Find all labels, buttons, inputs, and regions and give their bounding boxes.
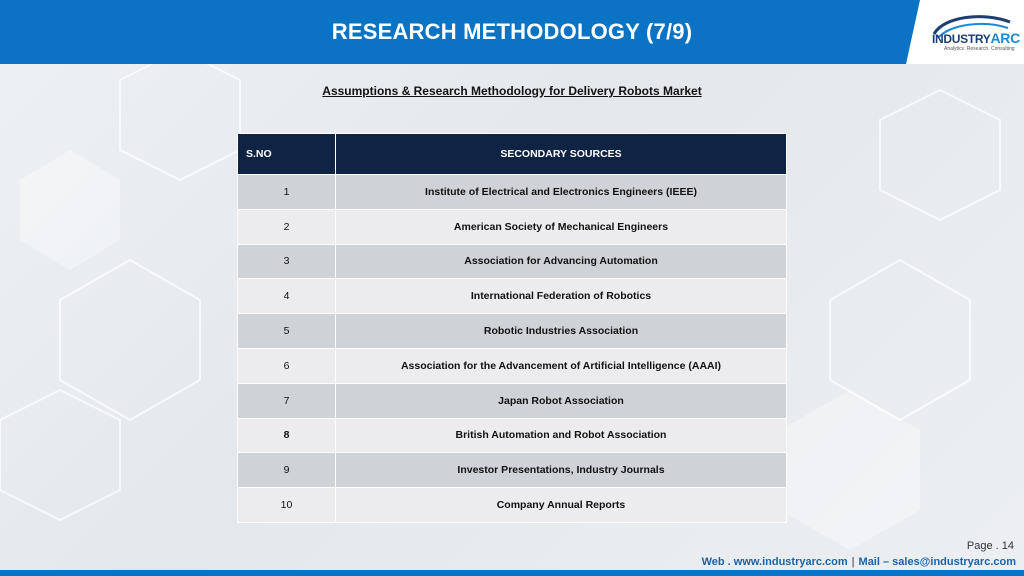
- row-number: 10: [238, 488, 336, 523]
- source-name: Institute of Electrical and Electronics Engineers (IEEE): [336, 175, 787, 210]
- row-number: 2: [238, 209, 336, 244]
- source-name: Company Annual Reports: [336, 488, 787, 523]
- row-number: 9: [238, 453, 336, 488]
- row-number: 6: [238, 348, 336, 383]
- footer-mail-link[interactable]: Mail – sales@industryarc.com: [858, 556, 1016, 568]
- row-number: 7: [238, 383, 336, 418]
- row-number: 8: [238, 418, 336, 453]
- footer-contact: [702, 556, 1016, 568]
- industryarc-logo: [924, 12, 1020, 56]
- column-header-sno: S.NO: [238, 134, 336, 175]
- table-subtitle: Assumptions & Research Methodology for Delivery Robots Market: [322, 84, 702, 98]
- row-number: 3: [238, 244, 336, 279]
- source-name: Association for Advancing Automation: [336, 244, 787, 279]
- source-name: American Society of Mechanical Engineers: [336, 209, 787, 244]
- bottom-bar: [0, 570, 1024, 576]
- table-row: [238, 175, 787, 210]
- table-header-row: [238, 134, 787, 175]
- header: [0, 0, 1024, 64]
- table-row: [238, 383, 787, 418]
- secondary-sources-table: [237, 133, 787, 523]
- source-name: Association for the Advancement of Artificial Intelligence (AAAI): [336, 348, 787, 383]
- row-number: 4: [238, 279, 336, 314]
- table-row: [238, 348, 787, 383]
- row-number: 1: [238, 175, 336, 210]
- table-row: [238, 209, 787, 244]
- table-row: [238, 488, 787, 523]
- logo-tagline: Analytics. Research. Consulting: [944, 46, 1015, 52]
- table-row: [238, 279, 787, 314]
- footer-web-link[interactable]: Web . www.industryarc.com: [701, 556, 848, 568]
- logo-wordmark: INDUSTRYARC: [932, 30, 1020, 46]
- column-header-sources: SECONDARY SOURCES: [336, 134, 787, 175]
- footer-separator: |: [851, 556, 855, 568]
- table-row: [238, 314, 787, 349]
- source-name: International Federation of Robotics: [336, 279, 787, 314]
- table-row: [238, 418, 787, 453]
- source-name: British Automation and Robot Association: [336, 418, 787, 453]
- page-title: RESEARCH METHODOLOGY (7/9): [331, 19, 693, 44]
- source-name: Robotic Industries Association: [336, 314, 787, 349]
- source-name: Investor Presentations, Industry Journals: [336, 453, 787, 488]
- table-row: [238, 453, 787, 488]
- row-number: 5: [238, 314, 336, 349]
- table-row: [238, 244, 787, 279]
- source-name: Japan Robot Association: [336, 383, 787, 418]
- page-number: Page . 14: [966, 540, 1014, 552]
